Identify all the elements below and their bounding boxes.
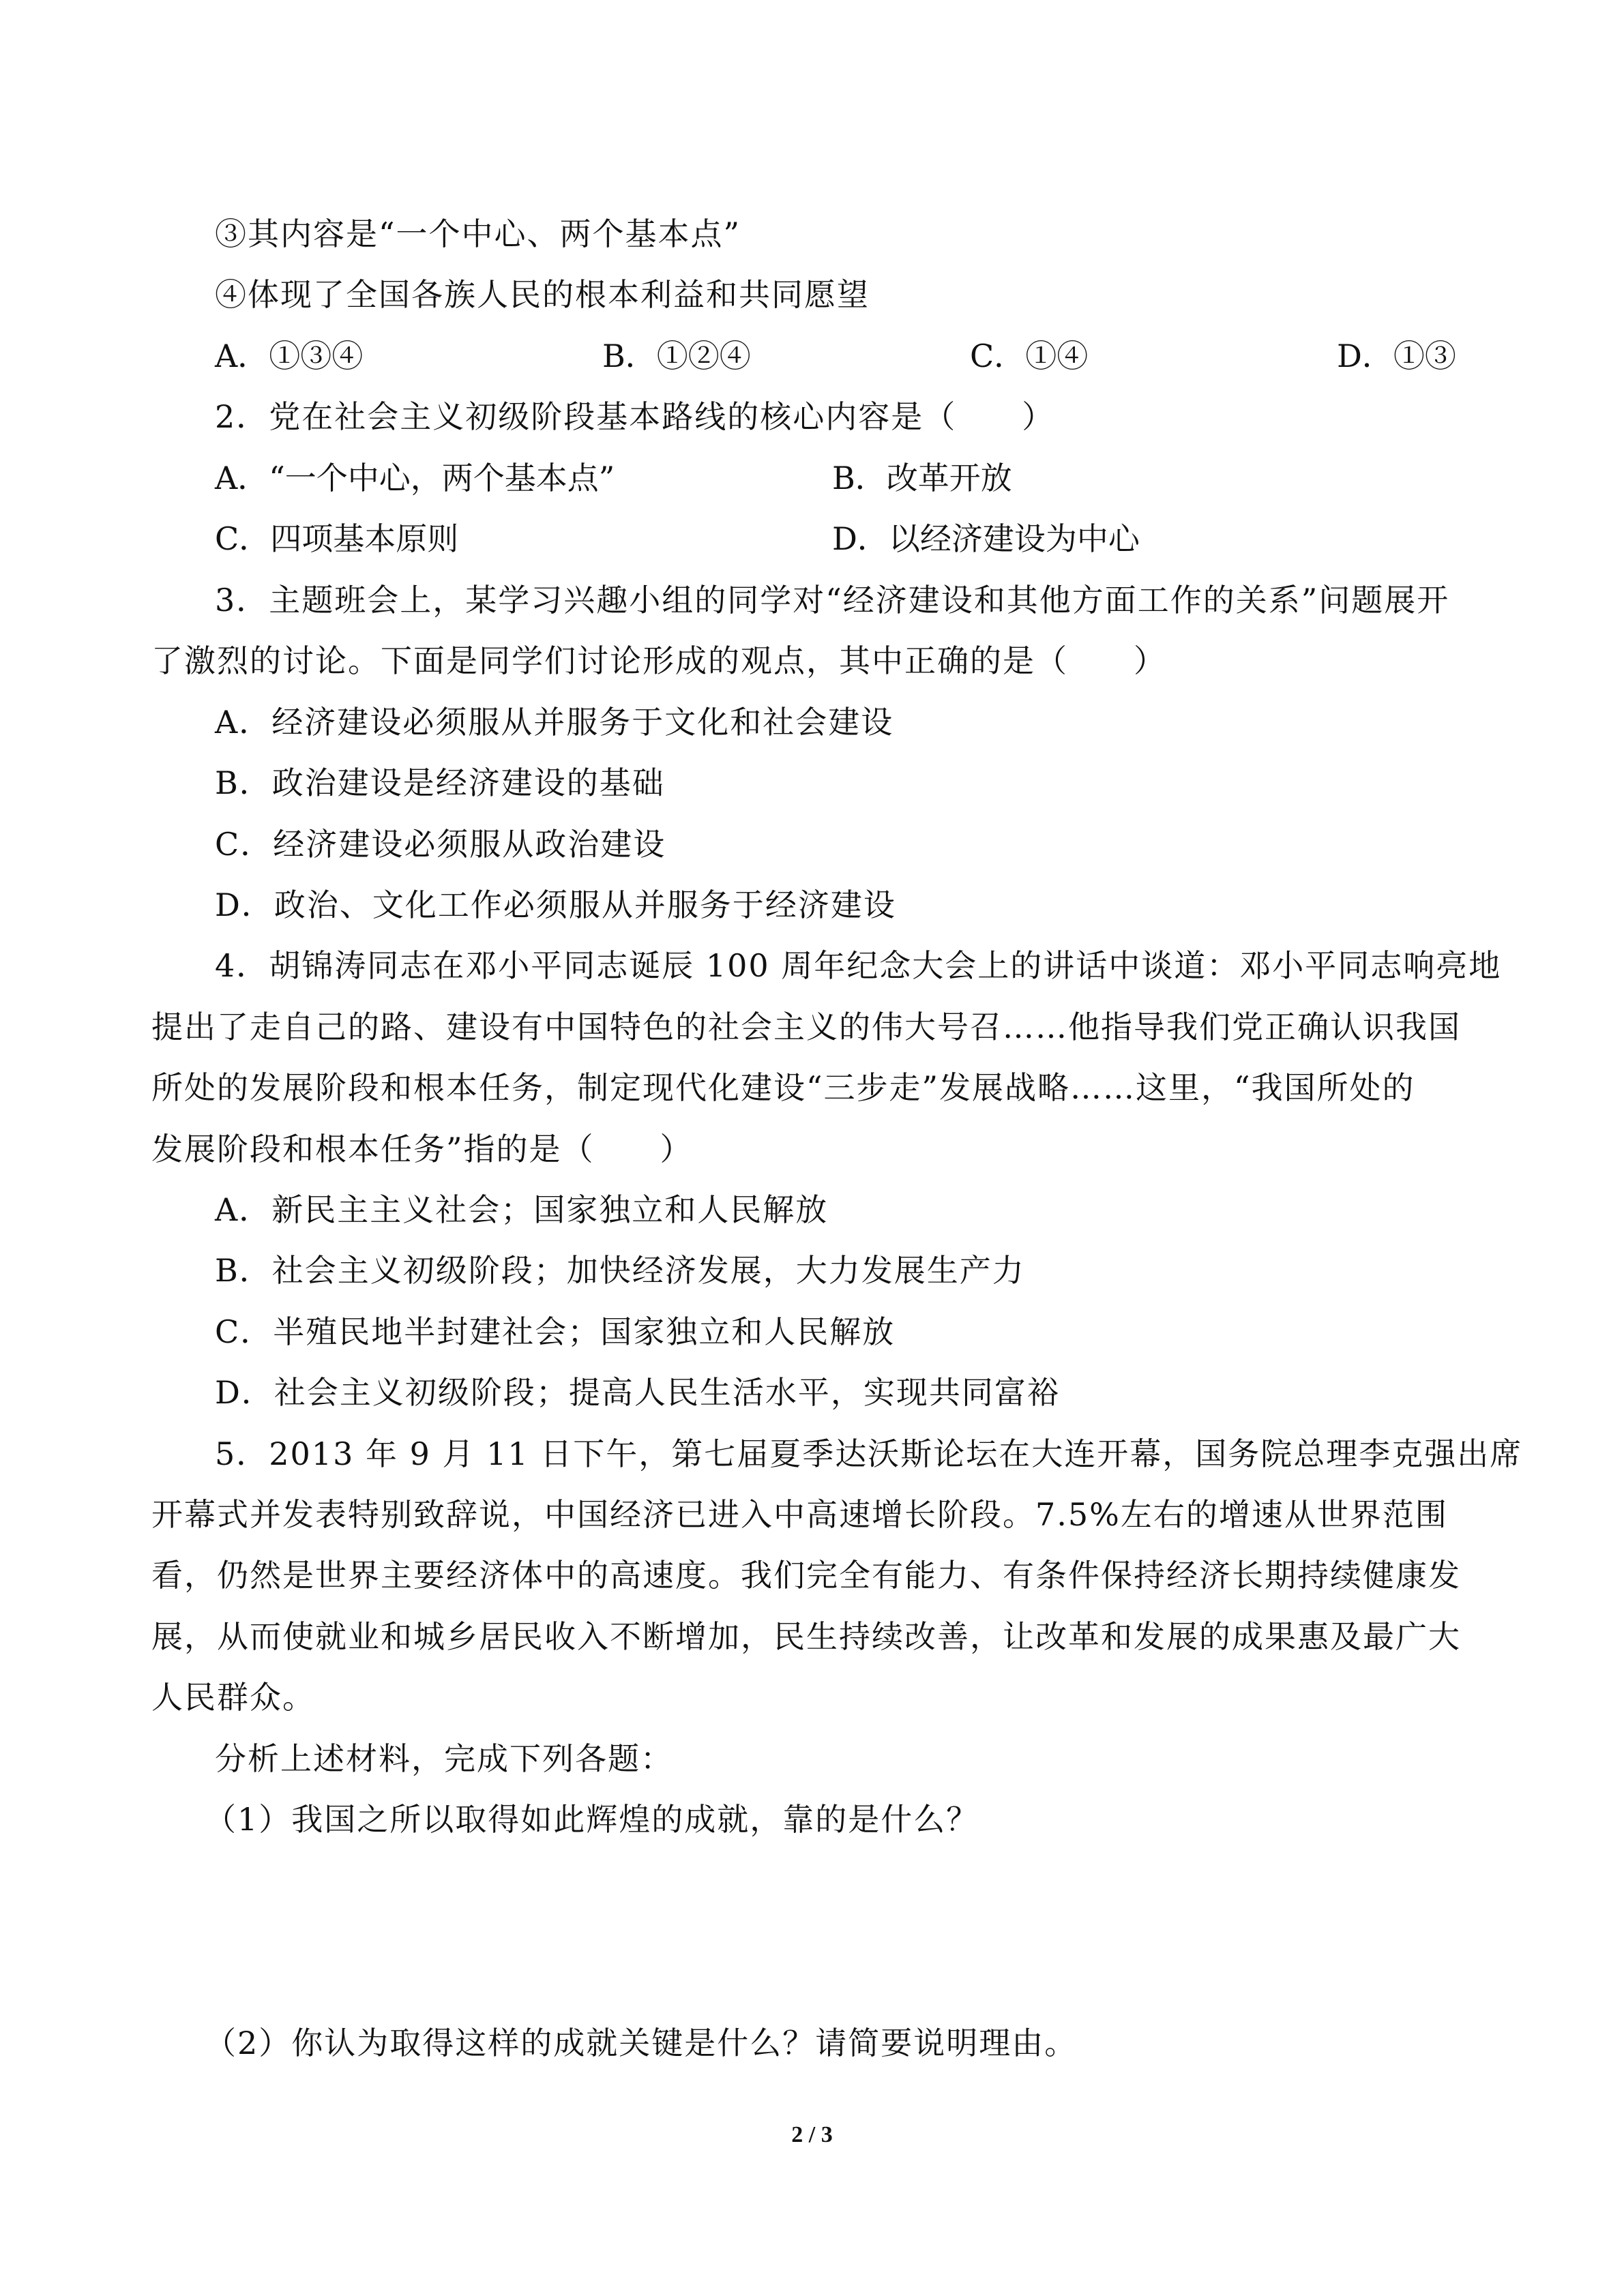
q3-stem-line-1: 3．主题班会上，某学习兴趣小组的同学对“经济建设和其他方面工作的关系”问题展开 [215, 582, 1450, 618]
q3-option-c: C．经济建设必须服从政治建设 [215, 826, 666, 863]
q4-option-a: A．新民主主义社会；国家独立和人民解放 [215, 1191, 829, 1228]
q5-material-line-3: 看，仍然是世界主要经济体中的高速度。我们完全有能力、有条件保持经济长期持续健康发 [151, 1557, 1461, 1594]
q2-option-b: B．改革开放 [832, 460, 1012, 496]
q5-sub-question-2: （2）你认为取得这样的成就关键是什么？请简要说明理由。 [205, 2025, 1078, 2061]
q4-option-d: D．社会主义初级阶段；提高人民生活水平，实现共同富裕 [215, 1374, 1060, 1411]
q4-option-b: B．社会主义初级阶段；加快经济发展，大力发展生产力 [215, 1252, 1025, 1289]
q2-option-c: C．四项基本原则 [215, 520, 459, 557]
q4-stem-line-4: 发展阶段和根本任务”指的是（ ） [151, 1131, 693, 1167]
q1-option-d: D．①③ [1337, 338, 1456, 374]
q3-stem-line-2: 了激烈的讨论。下面是同学们讨论形成的观点，其中正确的是（ ） [151, 642, 1166, 679]
q4-option-c: C．半殖民地半封建社会；国家独立和人民解放 [215, 1313, 896, 1350]
q3-option-b: B．政治建设是经济建设的基础 [215, 764, 665, 801]
q5-material-line-5: 人民群众。 [151, 1679, 315, 1716]
page-number: 2 / 3 [791, 2122, 833, 2147]
q3-option-a: A．经济建设必须服从并服务于文化和社会建设 [215, 704, 894, 741]
q4-stem-line-3: 所处的发展阶段和根本任务，制定现代化建设“三步走”发展战略……这里，“我国所处的 [151, 1069, 1415, 1106]
q2-option-a: A．“一个中心，两个基本点” [215, 460, 615, 496]
q1-option-b: B．①②④ [602, 338, 751, 374]
q5-material-line-1: 5．2013 年 9 月 11 日下午，第七届夏季达沃斯论坛在大连开幕，国务院总理李克强出席 [215, 1435, 1523, 1472]
q4-stem-line-1: 4．胡锦涛同志在邓小平同志诞辰 100 周年纪念大会上的讲话中谈道：邓小平同志响亮地 [215, 947, 1502, 984]
q5-material-line-4: 展，从而使就业和城乡居民收入不断增加，民生持续改善，让改革和发展的成果惠及最广大 [151, 1618, 1461, 1655]
q1-item-4: ④体现了全国各族人民的根本利益和共同愿望 [215, 276, 870, 313]
q2-option-d: D．以经济建设为中心 [832, 520, 1140, 557]
q5-instruction: 分析上述材料，完成下列各题： [215, 1740, 673, 1777]
q1-option-c: C．①④ [970, 338, 1089, 374]
q5-material-line-2: 开幕式并发表特别致辞说，中国经济已进入中高速增长阶段。7.5%左右的增速从世界范围 [151, 1496, 1448, 1533]
q5-sub-question-1: （1）我国之所以取得如此辉煌的成就，靠的是什么？ [205, 1801, 979, 1838]
q4-stem-line-2: 提出了走自己的路、建设有中国特色的社会主义的伟大号召……他指导我们党正确认识我国 [151, 1009, 1461, 1045]
q1-option-a: A．①③④ [215, 338, 364, 374]
q1-item-3: ③其内容是“一个中心、两个基本点” [215, 215, 741, 252]
q2-stem: 2．党在社会主义初级阶段基本路线的核心内容是（ ） [215, 398, 1055, 435]
q3-option-d: D．政治、文化工作必须服从并服务于经济建设 [215, 886, 896, 923]
